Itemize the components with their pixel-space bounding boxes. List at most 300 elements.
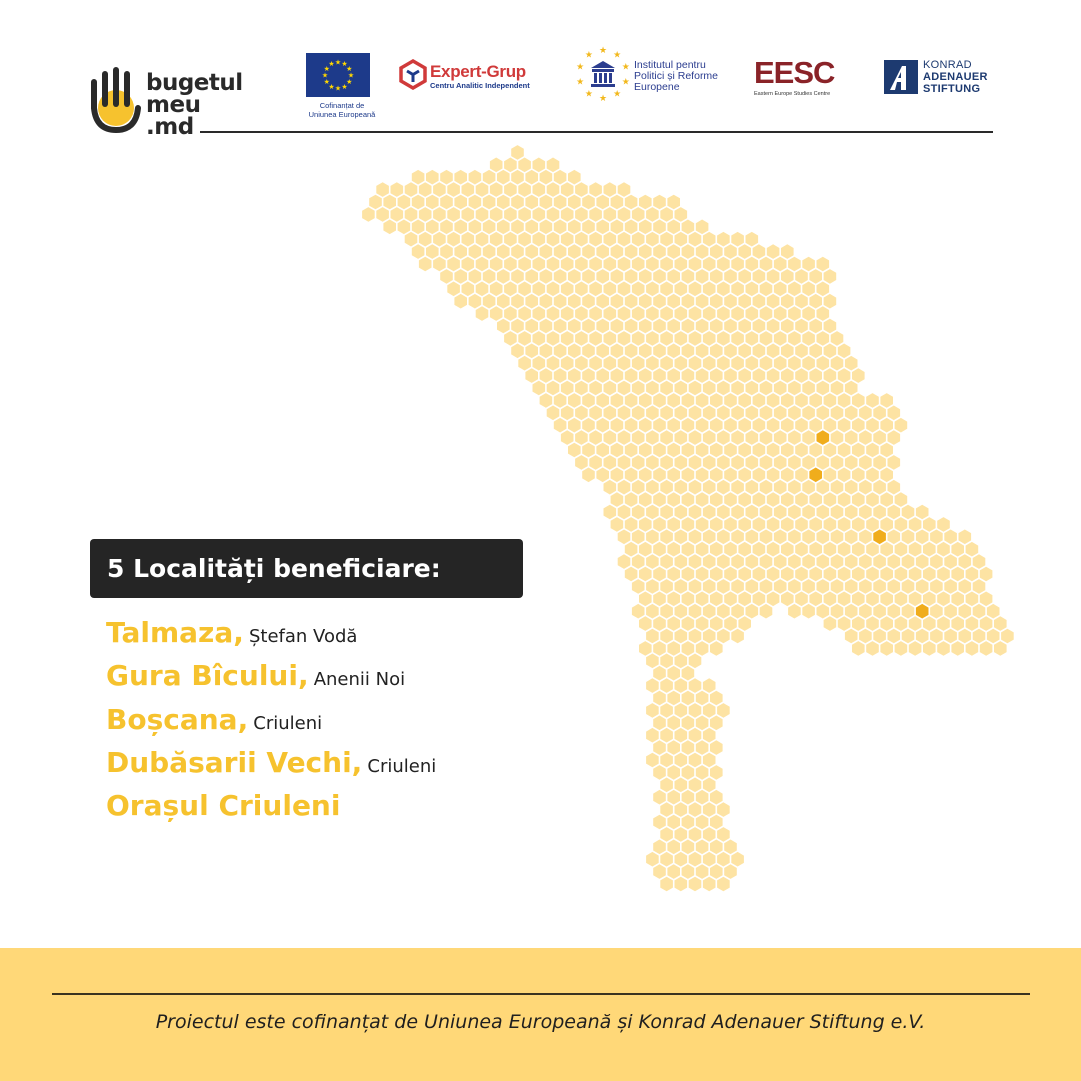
map-hex bbox=[604, 257, 617, 272]
map-hex bbox=[575, 207, 588, 222]
map-hex bbox=[682, 269, 695, 284]
map-hex bbox=[604, 306, 617, 321]
map-hex bbox=[895, 616, 908, 631]
map-hex bbox=[781, 269, 794, 284]
map-hex bbox=[760, 356, 773, 371]
map-hex bbox=[824, 468, 837, 483]
map-hex bbox=[419, 182, 432, 197]
map-hex bbox=[845, 430, 858, 445]
map-hex bbox=[440, 244, 453, 259]
map-hex bbox=[944, 530, 957, 545]
map-hex bbox=[646, 282, 659, 297]
map-hex bbox=[568, 195, 581, 210]
map-hex bbox=[895, 567, 908, 582]
map-hex bbox=[710, 492, 723, 507]
map-hex bbox=[873, 480, 886, 495]
map-hex bbox=[653, 592, 666, 607]
map-hex bbox=[760, 257, 773, 272]
map-hex bbox=[781, 492, 794, 507]
highlighted-hex bbox=[873, 530, 886, 545]
map-hex bbox=[781, 517, 794, 532]
map-hex bbox=[724, 418, 737, 433]
map-hex bbox=[859, 430, 872, 445]
map-hex bbox=[696, 815, 709, 830]
map-hex bbox=[767, 269, 780, 284]
map-hex bbox=[412, 244, 425, 259]
map-hex bbox=[817, 480, 830, 495]
map-hex bbox=[788, 505, 801, 520]
map-hex bbox=[604, 207, 617, 222]
map-hex bbox=[504, 257, 517, 272]
map-hex bbox=[646, 852, 659, 867]
map-hex bbox=[462, 282, 475, 297]
map-hex bbox=[689, 802, 702, 817]
map-hex bbox=[930, 604, 943, 619]
map-hex bbox=[788, 331, 801, 346]
map-hex bbox=[625, 418, 638, 433]
map-hex bbox=[738, 542, 751, 557]
map-hex bbox=[653, 294, 666, 309]
eesc-logo bbox=[754, 55, 835, 104]
map-hex bbox=[525, 319, 538, 334]
map-hex bbox=[852, 393, 865, 408]
map-hex bbox=[391, 207, 404, 222]
map-hex bbox=[760, 604, 773, 619]
locality-item bbox=[106, 789, 340, 822]
map-hex bbox=[625, 294, 638, 309]
map-hex bbox=[689, 728, 702, 743]
svg-text:★: ★ bbox=[347, 71, 355, 80]
map-hex bbox=[618, 505, 631, 520]
map-hex bbox=[937, 616, 950, 631]
map-hex bbox=[703, 728, 716, 743]
map-hex bbox=[802, 530, 815, 545]
map-hex bbox=[817, 282, 830, 297]
map-hex bbox=[625, 517, 638, 532]
map-hex bbox=[817, 554, 830, 569]
map-hex bbox=[462, 232, 475, 247]
eesc-subtitle: Eastern Europe Studies Centre bbox=[754, 91, 831, 97]
map-hex bbox=[859, 604, 872, 619]
map-hex bbox=[682, 567, 695, 582]
map-hex bbox=[554, 344, 567, 359]
map-hex bbox=[596, 244, 609, 259]
map-hex bbox=[809, 443, 822, 458]
map-hex bbox=[618, 530, 631, 545]
map-hex bbox=[582, 195, 595, 210]
map-hex bbox=[738, 468, 751, 483]
map-hex bbox=[880, 542, 893, 557]
map-hex bbox=[547, 356, 560, 371]
map-hex bbox=[675, 629, 688, 644]
map-hex bbox=[575, 331, 588, 346]
map-hex bbox=[888, 530, 901, 545]
map-hex bbox=[582, 294, 595, 309]
map-hex bbox=[859, 579, 872, 594]
map-hex bbox=[675, 753, 688, 768]
map-hex bbox=[852, 517, 865, 532]
map-hex bbox=[880, 616, 893, 631]
map-hex bbox=[909, 616, 922, 631]
map-hex bbox=[625, 368, 638, 383]
map-hex bbox=[653, 319, 666, 334]
map-hex bbox=[632, 430, 645, 445]
map-hex bbox=[710, 542, 723, 557]
map-hex bbox=[625, 344, 638, 359]
map-hex bbox=[781, 468, 794, 483]
map-hex bbox=[632, 306, 645, 321]
map-hex bbox=[689, 430, 702, 445]
map-hex bbox=[909, 567, 922, 582]
map-hex bbox=[738, 418, 751, 433]
map-hex bbox=[838, 443, 851, 458]
map-hex bbox=[760, 306, 773, 321]
map-hex bbox=[490, 257, 503, 272]
map-hex bbox=[660, 505, 673, 520]
map-hex bbox=[667, 344, 680, 359]
map-hex bbox=[611, 294, 624, 309]
map-hex bbox=[391, 182, 404, 197]
map-hex bbox=[710, 443, 723, 458]
svg-text:★: ★ bbox=[613, 89, 622, 100]
map-hex bbox=[703, 331, 716, 346]
map-hex bbox=[852, 641, 865, 656]
map-hex bbox=[710, 344, 723, 359]
highlighted-hex bbox=[916, 604, 929, 619]
map-hex bbox=[994, 641, 1007, 656]
map-hex bbox=[795, 567, 808, 582]
map-hex bbox=[660, 282, 673, 297]
map-hex bbox=[845, 579, 858, 594]
map-hex bbox=[589, 232, 602, 247]
map-hex bbox=[667, 616, 680, 631]
map-hex bbox=[973, 629, 986, 644]
map-hex bbox=[689, 381, 702, 396]
map-hex bbox=[675, 852, 688, 867]
map-hex bbox=[511, 195, 524, 210]
map-hex bbox=[703, 877, 716, 892]
map-hex bbox=[746, 480, 759, 495]
map-hex bbox=[738, 294, 751, 309]
map-hex bbox=[547, 207, 560, 222]
map-hex bbox=[838, 468, 851, 483]
kas-a-icon bbox=[884, 60, 918, 94]
map-hex bbox=[802, 406, 815, 421]
map-hex bbox=[667, 294, 680, 309]
map-hex bbox=[575, 257, 588, 272]
map-hex bbox=[888, 505, 901, 520]
map-hex bbox=[831, 406, 844, 421]
map-hex bbox=[795, 542, 808, 557]
map-hex bbox=[632, 331, 645, 346]
map-hex bbox=[696, 418, 709, 433]
map-hex bbox=[561, 207, 574, 222]
map-hex bbox=[760, 480, 773, 495]
map-hex bbox=[746, 381, 759, 396]
map-hex bbox=[866, 567, 879, 582]
map-hex bbox=[653, 542, 666, 557]
map-hex bbox=[767, 517, 780, 532]
map-hex bbox=[873, 604, 886, 619]
map-hex bbox=[675, 232, 688, 247]
map-hex bbox=[753, 393, 766, 408]
map-hex bbox=[675, 480, 688, 495]
map-hex bbox=[667, 195, 680, 210]
map-hex bbox=[632, 232, 645, 247]
map-hex bbox=[625, 468, 638, 483]
map-hex bbox=[696, 740, 709, 755]
map-hex bbox=[696, 592, 709, 607]
map-hex bbox=[667, 641, 680, 656]
map-hex bbox=[696, 691, 709, 706]
map-hex bbox=[753, 542, 766, 557]
map-hex bbox=[625, 443, 638, 458]
map-hex bbox=[660, 579, 673, 594]
locality-district: Criuleni bbox=[367, 756, 437, 777]
locality-item bbox=[106, 659, 405, 692]
map-hex bbox=[731, 356, 744, 371]
map-hex bbox=[511, 344, 524, 359]
localities-title: 5 Localități beneficiare: bbox=[90, 539, 523, 598]
map-hex bbox=[504, 232, 517, 247]
svg-text:★: ★ bbox=[334, 84, 342, 93]
map-hex bbox=[831, 480, 844, 495]
map-hex bbox=[831, 381, 844, 396]
map-hex bbox=[689, 530, 702, 545]
map-hex bbox=[660, 877, 673, 892]
map-hex bbox=[582, 319, 595, 334]
map-hex bbox=[504, 182, 517, 197]
map-hex bbox=[646, 480, 659, 495]
map-hex bbox=[873, 579, 886, 594]
map-hex bbox=[561, 306, 574, 321]
map-hex bbox=[781, 294, 794, 309]
map-hex bbox=[731, 629, 744, 644]
map-hex bbox=[831, 604, 844, 619]
map-hex bbox=[604, 480, 617, 495]
map-hex bbox=[902, 554, 915, 569]
map-hex bbox=[426, 220, 439, 235]
map-hex bbox=[746, 554, 759, 569]
map-hex bbox=[639, 616, 652, 631]
map-hex bbox=[660, 654, 673, 669]
map-hex bbox=[703, 827, 716, 842]
map-hex bbox=[774, 579, 787, 594]
map-hex bbox=[888, 554, 901, 569]
map-hex bbox=[696, 344, 709, 359]
map-hex bbox=[831, 331, 844, 346]
map-hex bbox=[682, 666, 695, 681]
map-hex bbox=[575, 406, 588, 421]
map-hex bbox=[419, 232, 432, 247]
map-hex bbox=[689, 356, 702, 371]
svg-text:★: ★ bbox=[621, 62, 630, 73]
map-hex bbox=[760, 331, 773, 346]
map-hex bbox=[859, 480, 872, 495]
map-hex bbox=[838, 393, 851, 408]
map-hex bbox=[547, 257, 560, 272]
map-hex bbox=[604, 282, 617, 297]
map-hex bbox=[568, 294, 581, 309]
map-hex bbox=[540, 294, 553, 309]
map-hex bbox=[703, 579, 716, 594]
map-hex bbox=[895, 592, 908, 607]
map-hex bbox=[454, 244, 467, 259]
map-hex bbox=[738, 244, 751, 259]
map-hex bbox=[845, 480, 858, 495]
map-hex bbox=[731, 406, 744, 421]
map-hex bbox=[788, 554, 801, 569]
map-hex bbox=[518, 257, 531, 272]
map-hex bbox=[682, 294, 695, 309]
map-hex bbox=[540, 344, 553, 359]
map-hex bbox=[675, 331, 688, 346]
map-hex bbox=[518, 158, 531, 173]
map-hex bbox=[746, 257, 759, 272]
map-hex bbox=[660, 257, 673, 272]
map-hex bbox=[646, 678, 659, 693]
svg-text:★: ★ bbox=[341, 60, 348, 69]
map-hex bbox=[646, 579, 659, 594]
map-hex bbox=[611, 443, 624, 458]
map-hex bbox=[469, 244, 482, 259]
map-hex bbox=[653, 616, 666, 631]
map-hex bbox=[980, 592, 993, 607]
map-hex bbox=[625, 269, 638, 284]
map-hex bbox=[809, 567, 822, 582]
svg-text:★: ★ bbox=[598, 46, 608, 56]
map-hex bbox=[604, 356, 617, 371]
map-hex bbox=[383, 220, 396, 235]
map-hex bbox=[469, 294, 482, 309]
map-hex bbox=[944, 604, 957, 619]
map-hex bbox=[369, 195, 382, 210]
map-hex bbox=[724, 542, 737, 557]
map-hex bbox=[703, 282, 716, 297]
map-hex bbox=[724, 344, 737, 359]
map-hex bbox=[667, 443, 680, 458]
map-hex bbox=[362, 207, 375, 222]
map-hex bbox=[902, 579, 915, 594]
map-hex bbox=[817, 505, 830, 520]
map-hex bbox=[533, 207, 546, 222]
svg-text:★: ★ bbox=[613, 50, 622, 61]
map-hex bbox=[696, 294, 709, 309]
map-hex bbox=[660, 604, 673, 619]
map-hex bbox=[774, 356, 787, 371]
map-hex bbox=[589, 182, 602, 197]
map-hex bbox=[589, 257, 602, 272]
map-hex bbox=[682, 616, 695, 631]
map-hex bbox=[660, 356, 673, 371]
map-hex bbox=[731, 579, 744, 594]
map-hex bbox=[888, 480, 901, 495]
map-hex bbox=[667, 864, 680, 879]
map-hex bbox=[859, 530, 872, 545]
map-hex bbox=[646, 381, 659, 396]
map-hex bbox=[731, 331, 744, 346]
map-hex bbox=[717, 877, 730, 892]
map-hex bbox=[561, 257, 574, 272]
map-hex bbox=[618, 306, 631, 321]
map-hex bbox=[632, 604, 645, 619]
map-hex bbox=[710, 319, 723, 334]
map-hex bbox=[781, 319, 794, 334]
map-hex bbox=[824, 616, 837, 631]
map-hex bbox=[746, 530, 759, 545]
map-hex bbox=[604, 381, 617, 396]
map-hex bbox=[667, 468, 680, 483]
map-hex bbox=[660, 430, 673, 445]
bm-logo-line1: bugetul bbox=[146, 70, 243, 96]
map-hex bbox=[660, 703, 673, 718]
map-hex bbox=[760, 554, 773, 569]
map-hex bbox=[738, 344, 751, 359]
ipre-logo bbox=[574, 44, 734, 108]
map-hex bbox=[682, 492, 695, 507]
map-hex bbox=[824, 567, 837, 582]
map-hex bbox=[880, 592, 893, 607]
map-hex bbox=[710, 616, 723, 631]
map-hex bbox=[675, 306, 688, 321]
map-hex bbox=[412, 170, 425, 185]
map-hex bbox=[738, 567, 751, 582]
map-hex bbox=[845, 406, 858, 421]
map-hex bbox=[533, 182, 546, 197]
map-hex bbox=[682, 244, 695, 259]
map-hex bbox=[753, 368, 766, 383]
map-hex bbox=[454, 294, 467, 309]
map-hex bbox=[717, 852, 730, 867]
map-hex bbox=[625, 319, 638, 334]
map-hex bbox=[746, 505, 759, 520]
map-hex bbox=[611, 195, 624, 210]
map-hex bbox=[802, 430, 815, 445]
map-hex bbox=[710, 840, 723, 855]
map-hex bbox=[554, 319, 567, 334]
map-hex bbox=[724, 368, 737, 383]
map-hex bbox=[660, 480, 673, 495]
map-hex bbox=[632, 282, 645, 297]
map-hex bbox=[951, 592, 964, 607]
map-hex bbox=[781, 592, 794, 607]
map-hex bbox=[696, 517, 709, 532]
map-hex bbox=[575, 381, 588, 396]
map-hex bbox=[398, 220, 411, 235]
map-hex bbox=[689, 703, 702, 718]
map-hex bbox=[753, 492, 766, 507]
map-hex bbox=[980, 616, 993, 631]
map-hex bbox=[753, 468, 766, 483]
map-hex bbox=[675, 802, 688, 817]
map-hex bbox=[533, 331, 546, 346]
map-hex bbox=[689, 282, 702, 297]
map-hex bbox=[959, 579, 972, 594]
map-hex bbox=[696, 567, 709, 582]
map-hex bbox=[653, 641, 666, 656]
svg-text:★: ★ bbox=[346, 78, 353, 86]
map-hex bbox=[639, 195, 652, 210]
map-hex bbox=[667, 393, 680, 408]
map-hex bbox=[717, 455, 730, 470]
map-hex bbox=[923, 641, 936, 656]
map-hex bbox=[667, 517, 680, 532]
map-hex bbox=[746, 604, 759, 619]
map-hex bbox=[660, 728, 673, 743]
map-hex bbox=[525, 195, 538, 210]
map-hex bbox=[582, 368, 595, 383]
map-hex bbox=[710, 294, 723, 309]
